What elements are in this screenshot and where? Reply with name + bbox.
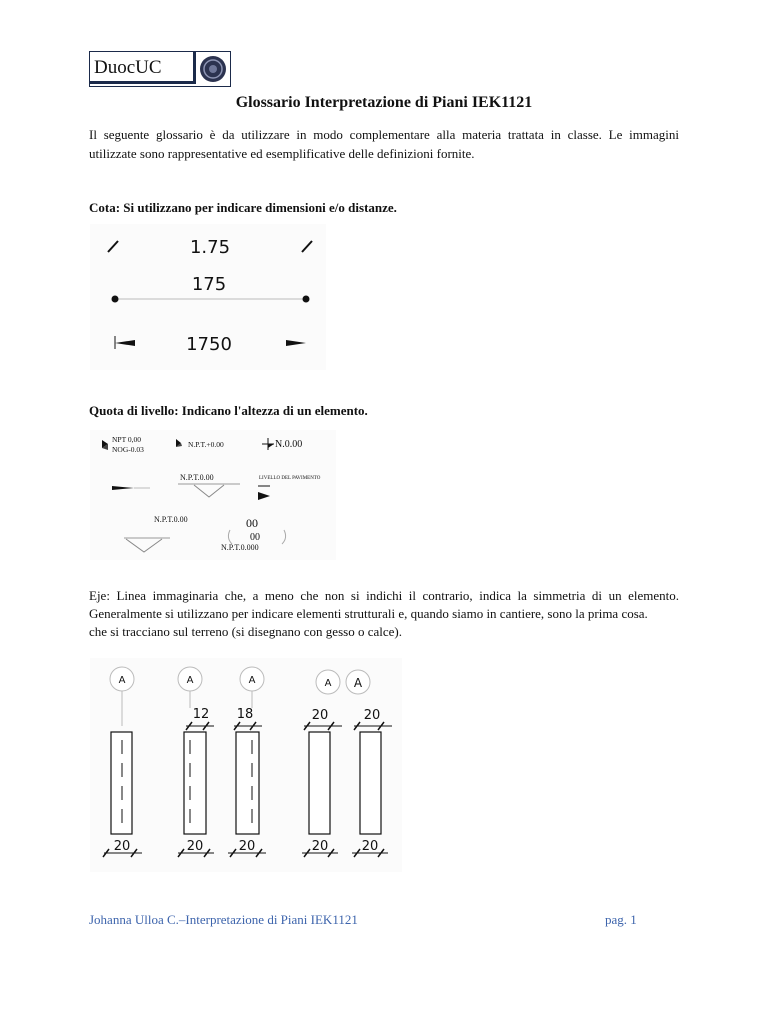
- axis-group-4: [302, 670, 342, 857]
- column-rect: [184, 732, 206, 834]
- eje-line-2: Generalmente si utilizzano per indicare elementi strutturali e, quando siamo in cantiere, sono la prima cosa.: [89, 606, 648, 621]
- cota-label-1: 1.75: [189, 237, 231, 258]
- dot-marker: [303, 296, 310, 303]
- intro-line-2: utilizzate sono rappresentative ed esemplificative delle definizioni fornite.: [89, 146, 475, 161]
- footer-text: Johanna Ulloa C.–Interpretazione di Piani IEK1121: [89, 912, 358, 927]
- nog-label: NOG-0.03: [112, 445, 144, 454]
- eje-figure: [90, 658, 402, 872]
- level-symbol: [102, 440, 108, 450]
- arrow-left: [115, 340, 135, 346]
- arrow-right: [286, 340, 306, 346]
- triangle-marker: [126, 539, 162, 552]
- top-dim-label: 20: [363, 708, 381, 723]
- cota-figure: [90, 224, 326, 370]
- page-title: Glossario Interpretazione di Piani IEK1121: [235, 94, 533, 111]
- top-dim-label: 20: [311, 708, 329, 723]
- axis-group-3: [228, 667, 266, 857]
- bottom-dim-label: 20: [311, 839, 329, 854]
- eje-paragraph: [89, 587, 679, 641]
- cota-label-3: 1750: [186, 334, 232, 355]
- bubble-label: A: [324, 678, 332, 689]
- column-rect: [309, 732, 330, 834]
- tick-mark: [302, 241, 312, 252]
- npt-label-b: N.P.T.+0.00: [188, 440, 224, 449]
- zero-label-b: 00: [250, 532, 260, 543]
- column-rect: [236, 732, 259, 834]
- bottom-dim-label: 20: [361, 839, 379, 854]
- tick-mark: [108, 241, 118, 252]
- npt-label-f: N.P.T.0.000: [221, 543, 259, 552]
- top-dim-label: 18: [236, 707, 254, 722]
- bubble-label: A: [118, 675, 126, 686]
- bottom-dim-label: 20: [113, 839, 131, 854]
- livello-label: LIVELLO DEL PAVIMENTO: [259, 476, 321, 481]
- axis-group-5: [346, 670, 392, 857]
- bubble-label: A: [353, 676, 363, 690]
- bottom-dim-label: 20: [186, 839, 204, 854]
- eje-line-1: Eje: Linea immaginaria che, a meno che non si indichi il contrario, indica la simmetria di un elemento.: [89, 588, 679, 603]
- intro-paragraph: [89, 125, 679, 163]
- page-number: pag. 1: [605, 912, 637, 927]
- bubble-label: A: [186, 675, 194, 686]
- level-marker: [258, 492, 270, 500]
- npt-label-e: N.P.T.0.00: [154, 515, 188, 524]
- level-marker: [112, 486, 134, 490]
- n-label-c: N.0.00: [275, 439, 303, 450]
- seal-icon: [199, 54, 227, 84]
- npt-label-d: N.P.T.0.00: [180, 473, 214, 482]
- eje-line-3: che si tracciano sul terreno (si disegnano con gesso o calce).: [89, 624, 402, 639]
- level-symbol: [262, 438, 274, 450]
- intro-line-1: Il seguente glossario è da utilizzare in modo complementare alla materia trattata in classe. Le immagini: [89, 127, 679, 142]
- logo: [89, 51, 231, 87]
- top-dim-label: 12: [192, 707, 210, 722]
- axis-group-2: [178, 667, 214, 857]
- bottom-dim-label: 20: [238, 839, 256, 854]
- triangle-marker: [194, 485, 224, 497]
- bracket-right: [282, 530, 286, 544]
- npt-label-a: NPT 0,00: [112, 435, 142, 444]
- cota-label-2: 175: [191, 274, 227, 295]
- cota-heading: Cota: Si utilizzano per indicare dimensioni e/o distanze.: [89, 200, 397, 215]
- dot-marker: [112, 296, 119, 303]
- logo-text: DuocUC: [90, 52, 196, 84]
- column-rect: [360, 732, 381, 834]
- quota-figure: [90, 430, 336, 560]
- bubble-label: A: [248, 675, 256, 686]
- zero-label-a: 00: [246, 516, 258, 530]
- axis-group-1: [103, 667, 142, 857]
- level-symbol: [176, 439, 182, 447]
- quota-heading: Quota di livello: Indicano l'altezza di un elemento.: [89, 403, 368, 418]
- bracket-left: [228, 530, 232, 544]
